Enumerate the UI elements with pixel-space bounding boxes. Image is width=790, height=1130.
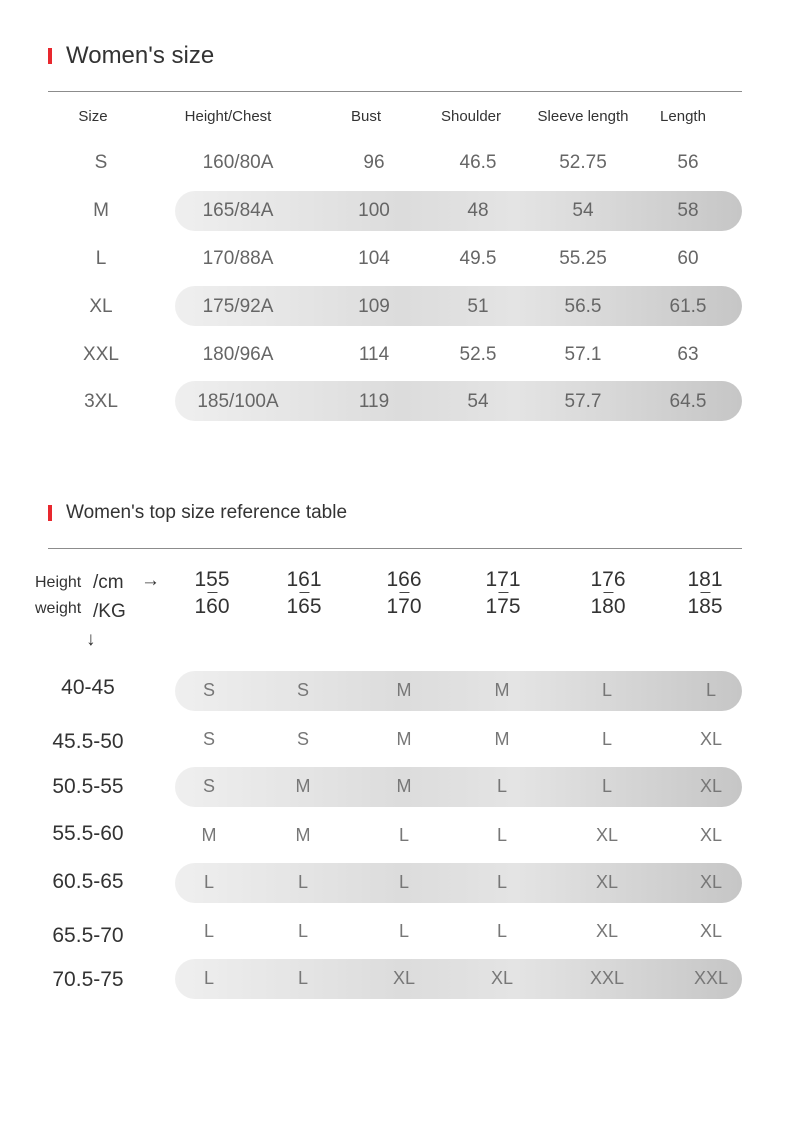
table-cell: 58 bbox=[677, 200, 699, 221]
weight-range-label: 55.5-60 bbox=[52, 822, 124, 845]
size-cell: XL bbox=[392, 968, 416, 988]
height-from: 181 bbox=[687, 568, 723, 591]
size-label: XXL bbox=[83, 344, 119, 365]
table-cell: 165/84A bbox=[202, 200, 274, 221]
size-cell: L bbox=[601, 729, 613, 749]
table-cell: 54 bbox=[572, 200, 594, 221]
table-cell: 109 bbox=[358, 296, 390, 317]
table-cell: 56.5 bbox=[564, 296, 602, 317]
table-cell: 48 bbox=[467, 200, 489, 221]
size-cell: L bbox=[496, 776, 508, 796]
weight-range-label: 45.5-50 bbox=[52, 730, 124, 753]
height-to: 165 bbox=[286, 595, 322, 618]
column-header: Length bbox=[660, 108, 706, 125]
size-cell: L bbox=[203, 872, 215, 892]
section-title-text: Women's top size reference table bbox=[66, 502, 348, 523]
column-header: Height/Chest bbox=[184, 108, 272, 125]
divider bbox=[48, 548, 742, 549]
height-from: 166 bbox=[386, 568, 422, 591]
table-cell: 104 bbox=[358, 248, 390, 269]
size-cell: L bbox=[398, 825, 410, 845]
range-dash bbox=[700, 592, 710, 593]
table-cell: 52.5 bbox=[459, 344, 497, 365]
range-dash bbox=[603, 592, 613, 593]
table-cell: 64.5 bbox=[669, 391, 707, 412]
table-cell: 119 bbox=[358, 391, 390, 412]
table-cell: 185/100A bbox=[197, 391, 279, 412]
height-from: 155 bbox=[194, 568, 230, 591]
size-cell: XL bbox=[699, 729, 723, 749]
height-axis-unit: /cm bbox=[93, 572, 124, 593]
size-cell: XL bbox=[699, 872, 723, 892]
table-cell: 175/92A bbox=[202, 296, 274, 317]
weight-range-label: 50.5-55 bbox=[52, 775, 124, 798]
size-cell: XL bbox=[595, 825, 619, 845]
table-cell: 52.75 bbox=[559, 152, 607, 173]
size-cell: M bbox=[396, 680, 412, 700]
range-dash bbox=[299, 592, 309, 593]
range-dash bbox=[498, 592, 508, 593]
size-cell: XL bbox=[699, 921, 723, 941]
size-cell: M bbox=[494, 680, 510, 700]
column-header: Shoulder bbox=[440, 108, 502, 125]
height-to: 160 bbox=[194, 595, 230, 618]
column-header: Size bbox=[78, 108, 108, 125]
table-cell: 63 bbox=[677, 344, 699, 365]
size-cell: XL bbox=[699, 825, 723, 845]
table-cell: 100 bbox=[358, 200, 390, 221]
range-dash bbox=[207, 592, 217, 593]
size-cell: M bbox=[494, 729, 510, 749]
table-cell: 56 bbox=[677, 152, 699, 173]
size-cell: M bbox=[295, 776, 311, 796]
height-axis-label: Height bbox=[35, 574, 82, 591]
size-cell: M bbox=[396, 729, 412, 749]
section-title-text: Women's size bbox=[66, 42, 215, 69]
size-cell: XL bbox=[490, 968, 514, 988]
table-cell: 46.5 bbox=[459, 152, 497, 173]
row-highlight bbox=[175, 863, 742, 903]
down-arrow-icon: ↓ bbox=[86, 629, 96, 650]
section-marker bbox=[48, 505, 52, 521]
size-cell: S bbox=[202, 776, 216, 796]
height-to: 185 bbox=[687, 595, 723, 618]
height-range bbox=[590, 569, 625, 617]
height-to: 180 bbox=[590, 595, 626, 618]
row-highlight bbox=[175, 959, 742, 999]
column-header: Sleeve length bbox=[537, 108, 629, 125]
height-range bbox=[386, 569, 421, 617]
table-cell: 180/96A bbox=[202, 344, 274, 365]
size-cell: L bbox=[496, 921, 508, 941]
size-label: 3XL bbox=[84, 391, 118, 412]
height-range bbox=[286, 569, 321, 617]
size-cell: XXL bbox=[693, 968, 729, 988]
size-cell: L bbox=[705, 680, 717, 700]
weight-axis-unit: /KG bbox=[93, 601, 126, 622]
height-to: 170 bbox=[386, 595, 422, 618]
size-cell: L bbox=[297, 872, 309, 892]
height-to: 175 bbox=[485, 595, 521, 618]
size-cell: L bbox=[297, 921, 309, 941]
size-label: L bbox=[95, 248, 107, 269]
size-cell: XXL bbox=[589, 968, 625, 988]
table-cell: 57.7 bbox=[564, 391, 602, 412]
reference-table-title bbox=[48, 502, 347, 524]
table-cell: 54 bbox=[467, 391, 489, 412]
table-cell: 114 bbox=[358, 344, 390, 365]
size-cell: L bbox=[496, 825, 508, 845]
weight-range-label: 40-45 bbox=[61, 676, 115, 699]
section-marker bbox=[48, 48, 52, 64]
size-cell: L bbox=[297, 968, 309, 988]
size-cell: S bbox=[202, 729, 216, 749]
size-cell: L bbox=[601, 776, 613, 796]
height-from: 176 bbox=[590, 568, 626, 591]
table-cell: 170/88A bbox=[202, 248, 274, 269]
table-cell: 51 bbox=[467, 296, 489, 317]
size-label: XL bbox=[89, 296, 113, 317]
size-cell: M bbox=[295, 825, 311, 845]
divider bbox=[48, 91, 742, 92]
size-label: M bbox=[93, 200, 109, 221]
table-cell: 61.5 bbox=[669, 296, 707, 317]
size-cell: L bbox=[203, 968, 215, 988]
table-cell: 60 bbox=[677, 248, 699, 269]
height-range bbox=[194, 569, 229, 617]
table-cell: 57.1 bbox=[564, 344, 602, 365]
right-arrow-icon: → bbox=[141, 570, 160, 591]
table-cell: 96 bbox=[363, 152, 385, 173]
height-range bbox=[687, 569, 722, 617]
height-from: 161 bbox=[286, 568, 322, 591]
size-cell: M bbox=[201, 825, 217, 845]
weight-range-label: 60.5-65 bbox=[52, 870, 124, 893]
weight-axis-label: weight bbox=[35, 600, 82, 617]
height-from: 171 bbox=[485, 568, 521, 591]
column-header: Bust bbox=[350, 108, 382, 125]
weight-range-label: 65.5-70 bbox=[52, 924, 124, 947]
height-range bbox=[485, 569, 520, 617]
table-cell: 160/80A bbox=[202, 152, 274, 173]
weight-range-label: 70.5-75 bbox=[52, 968, 124, 991]
size-cell: L bbox=[398, 872, 410, 892]
size-cell: S bbox=[296, 729, 310, 749]
table-cell: 55.25 bbox=[559, 248, 607, 269]
size-cell: S bbox=[202, 680, 216, 700]
size-cell: M bbox=[396, 776, 412, 796]
size-cell: XL bbox=[595, 921, 619, 941]
size-cell: L bbox=[203, 921, 215, 941]
size-cell: L bbox=[496, 872, 508, 892]
size-cell: L bbox=[601, 680, 613, 700]
size-cell: L bbox=[398, 921, 410, 941]
size-label: S bbox=[94, 152, 108, 173]
women-size-title bbox=[48, 42, 214, 70]
size-cell: XL bbox=[699, 776, 723, 796]
size-cell: XL bbox=[595, 872, 619, 892]
range-dash bbox=[399, 592, 409, 593]
size-cell: S bbox=[296, 680, 310, 700]
row-highlight bbox=[175, 671, 742, 711]
table-cell: 49.5 bbox=[459, 248, 497, 269]
row-highlight bbox=[175, 767, 742, 807]
